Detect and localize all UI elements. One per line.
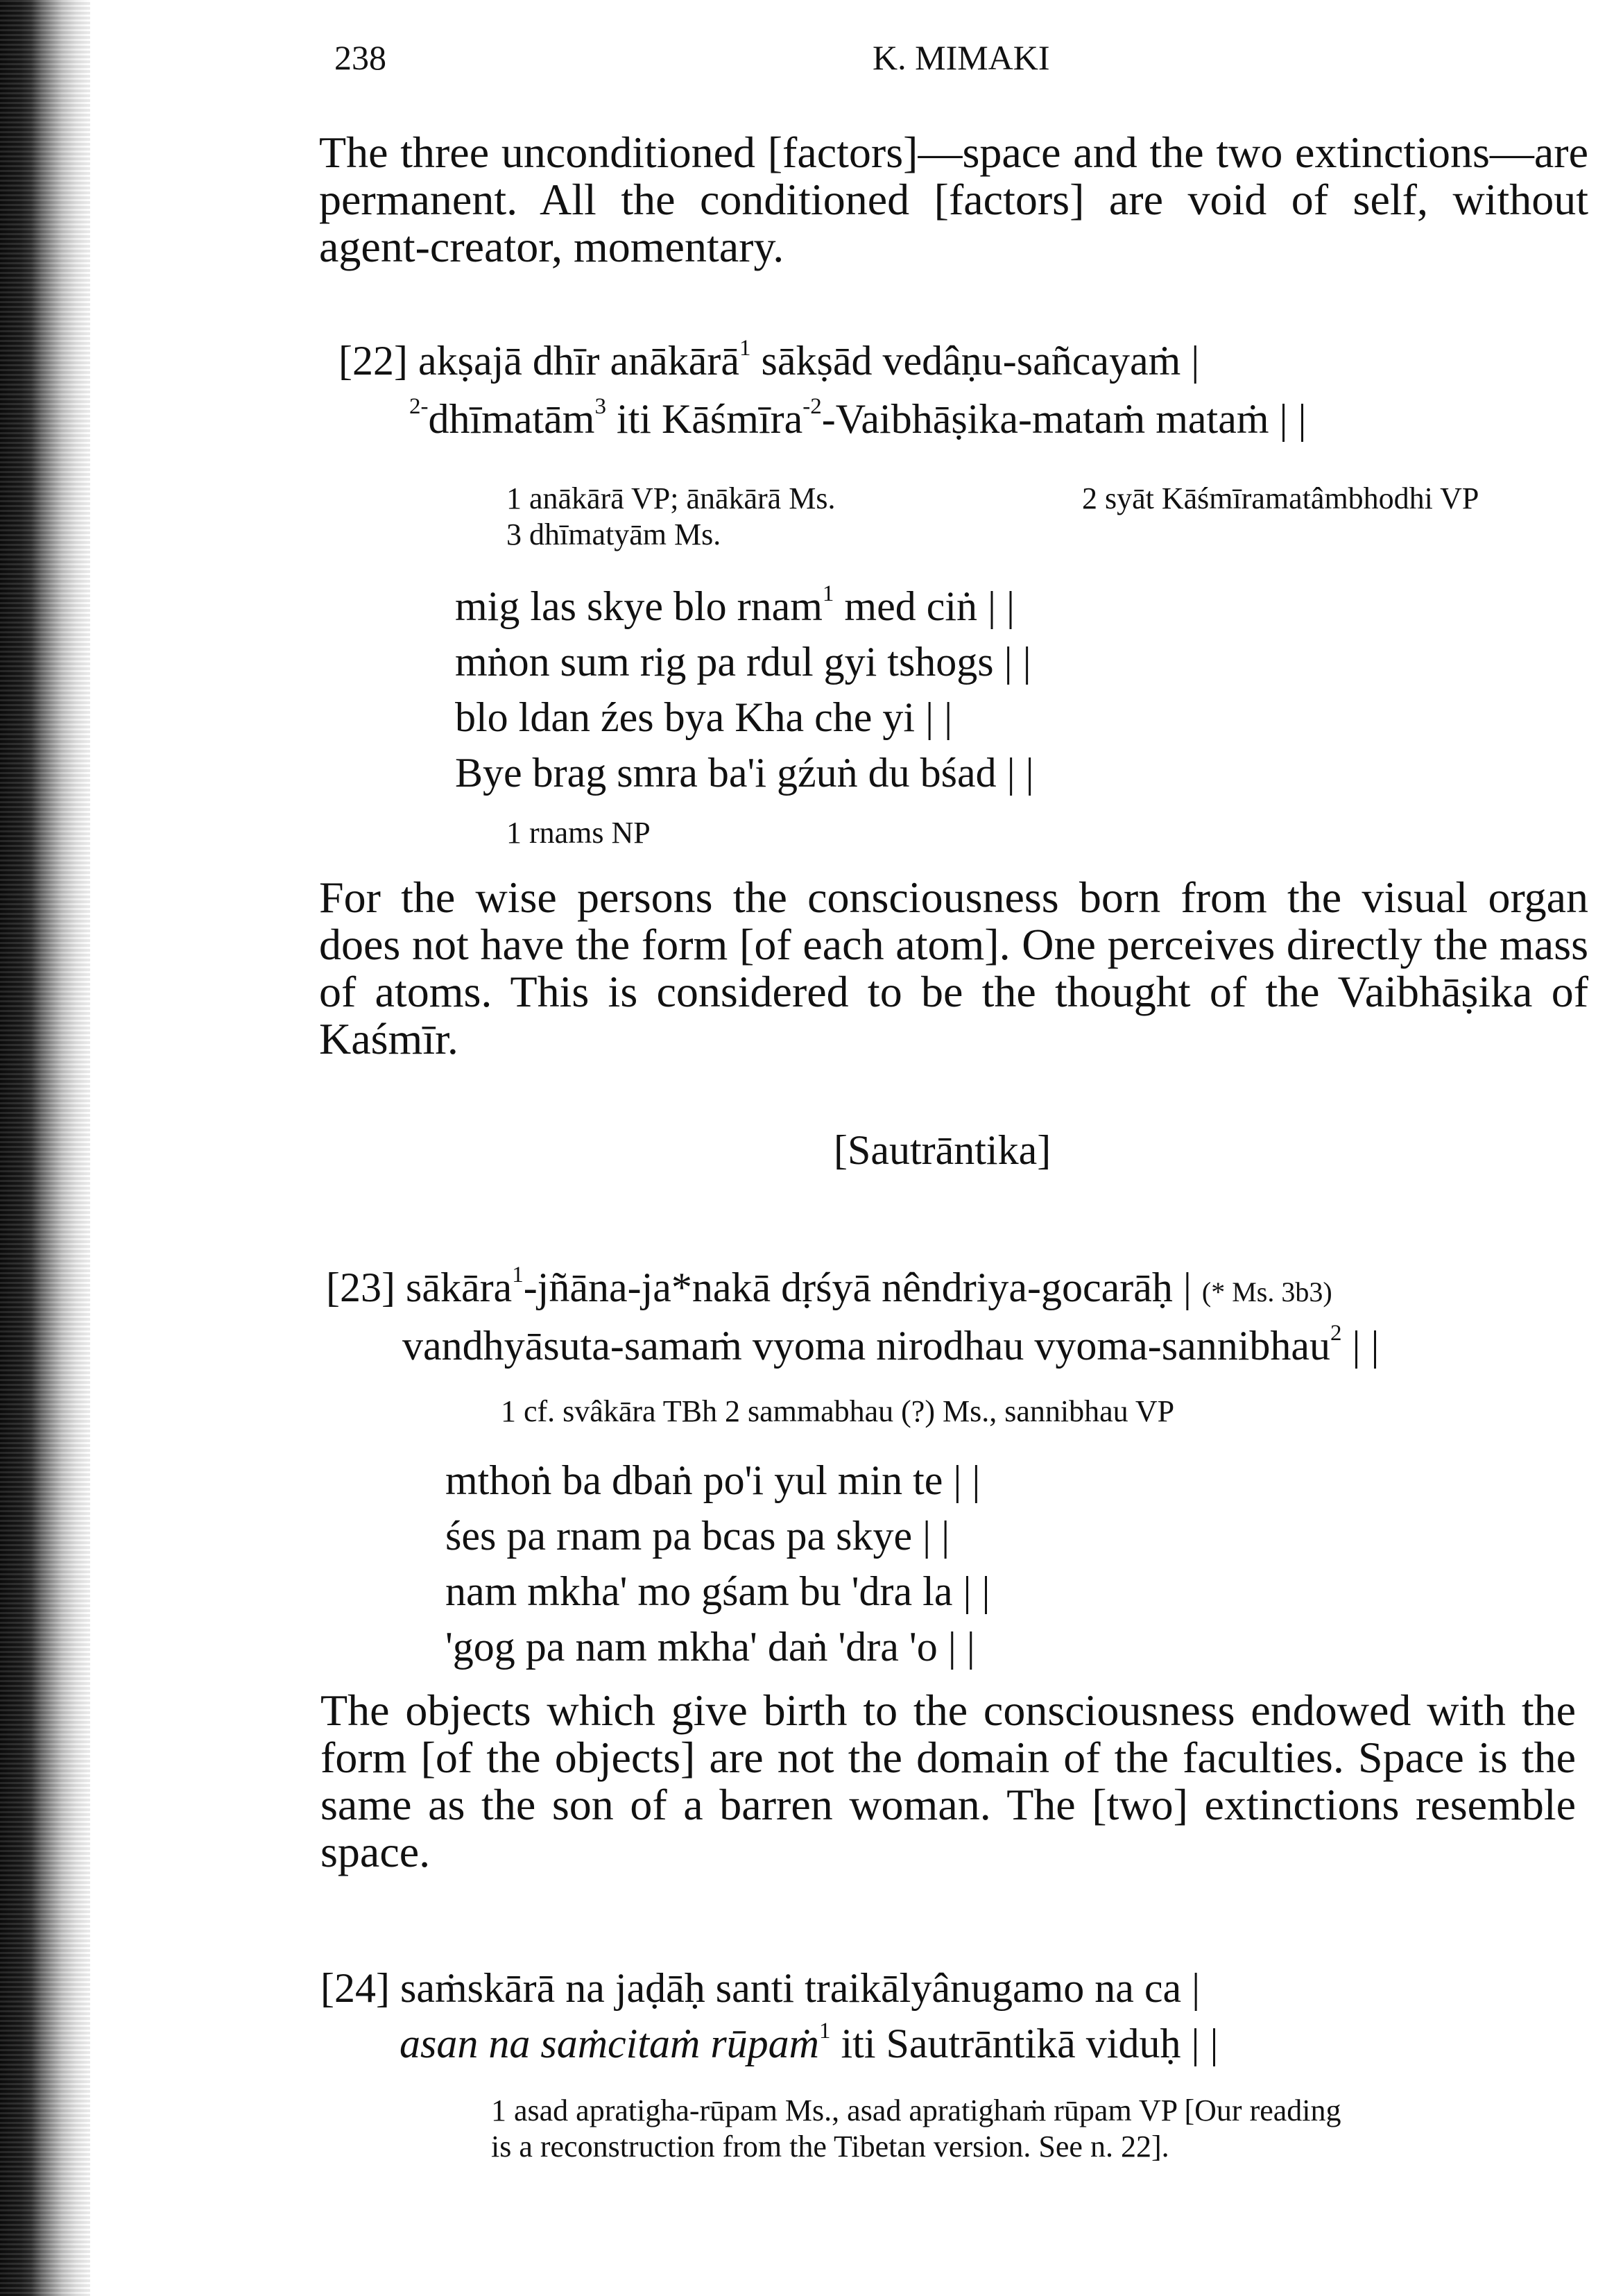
verse-23-line-2: vandhyāsuta-samaṁ vyoma nirodhau vyoma-sannibhau$^2$ | | bbox=[402, 1320, 1380, 1369]
verse-22-tibetan-line-2: mṅon sum rig pa rdul gyi tshogs | | bbox=[455, 639, 1031, 685]
verse-22-tibetan-line-1: mig las skye blo rnam$^1$ med ciṅ | | bbox=[455, 581, 1015, 629]
verse-24-line-1: [24] saṁskārā na jaḍāḥ santi traikālyânugamo na ca | bbox=[320, 1965, 1201, 2011]
verse-24-note-line-1: 1 asad apratigha-rūpam Ms., asad apratighaṁ rūpam VP [Our reading bbox=[491, 2093, 1341, 2127]
verse-22-line-2: $^{2-}$dhīmatām$^3$ iti Kāśmīra$^{-2}$-Vaibhāṣika-mataṁ mataṁ | | bbox=[409, 393, 1307, 442]
verse-23-tibetan-line-3: nam mkha' mo gśam bu 'dra la | | bbox=[445, 1568, 990, 1614]
verse-23-tibetan-line-2: śes pa rnam pa bcas pa skye | | bbox=[445, 1513, 950, 1559]
verse-number: [23] bbox=[326, 1265, 395, 1310]
verse-22-line-1: [22] akṣajā dhīr anākārā$^1$ sākṣād vedâṇu-sañcayaṁ | bbox=[338, 335, 1200, 384]
verse-22-tibetan-note: 1 rnams NP bbox=[506, 816, 651, 850]
verse-22-note-1: 1 anākārā VP; ānākārā Ms. bbox=[506, 481, 836, 515]
verse-24-note-line-2: is a reconstruction from the Tibetan version. See n. 22]. bbox=[491, 2130, 1169, 2164]
verse-23-notes: 1 cf. svâkāra TBh 2 sammabhau (?) Ms., sannibhau VP bbox=[501, 1394, 1175, 1428]
section-heading: [Sautrāntika] bbox=[834, 1127, 1051, 1173]
verse-23-line-1: [23] sākāra$^1$-jñāna-ja*nakā dṛśyā nêndriya-gocarāḥ | (* Ms. 3b3) bbox=[326, 1262, 1332, 1310]
verse-22-translation: For the wise persons the consciousness born from the visual organ does not have the form [of each atom]. One perceives directly the mass of atoms. This is considered to be the thought of the Vaibhāṣika of Kaśmīr. bbox=[319, 873, 1588, 1063]
verse-24-line-2: asan na saṁcitaṁ rūpaṁ$^1$ iti Sautrāntikā viduḥ | | bbox=[400, 2018, 1219, 2066]
verse-22-note-3: 3 dhīmatyām Ms. bbox=[506, 517, 721, 551]
verse-number: [24] bbox=[320, 1965, 390, 2011]
verse-23-tibetan-line-4: 'gog pa nam mkha' daṅ 'dra 'o | | bbox=[445, 1624, 975, 1670]
verse-number: [22] bbox=[338, 338, 408, 384]
verse-22-tibetan-line-3: blo ldan źes bya Kha che yi | | bbox=[455, 694, 953, 740]
page-number: 238 bbox=[334, 38, 386, 77]
verse-22-note-2: 2 syāt Kāśmīramatâmbhodhi VP bbox=[1082, 481, 1479, 515]
verse-22-tibetan-line-4: Bye brag smra ba'i gźuṅ du bśad | | bbox=[455, 750, 1034, 796]
intro-translation: The three unconditioned [factors]—space and the two extinctions—are permanent. All the conditioned [factors] are void of self, without agent-creator, momentary. bbox=[319, 128, 1588, 271]
running-title: K. MIMAKI bbox=[873, 38, 1050, 77]
verse-23-translation: The objects which give birth to the consciousness endowed with the form [of the objects] are not the domain of the faculties. Space is the same as the son of a barren woman. The [two] extinctions resemble space. bbox=[320, 1686, 1576, 1876]
verse-23-tibetan-line-1: mthoṅ ba dbaṅ po'i yul min te | | bbox=[445, 1457, 981, 1503]
book-spine-shadow bbox=[0, 0, 90, 2296]
